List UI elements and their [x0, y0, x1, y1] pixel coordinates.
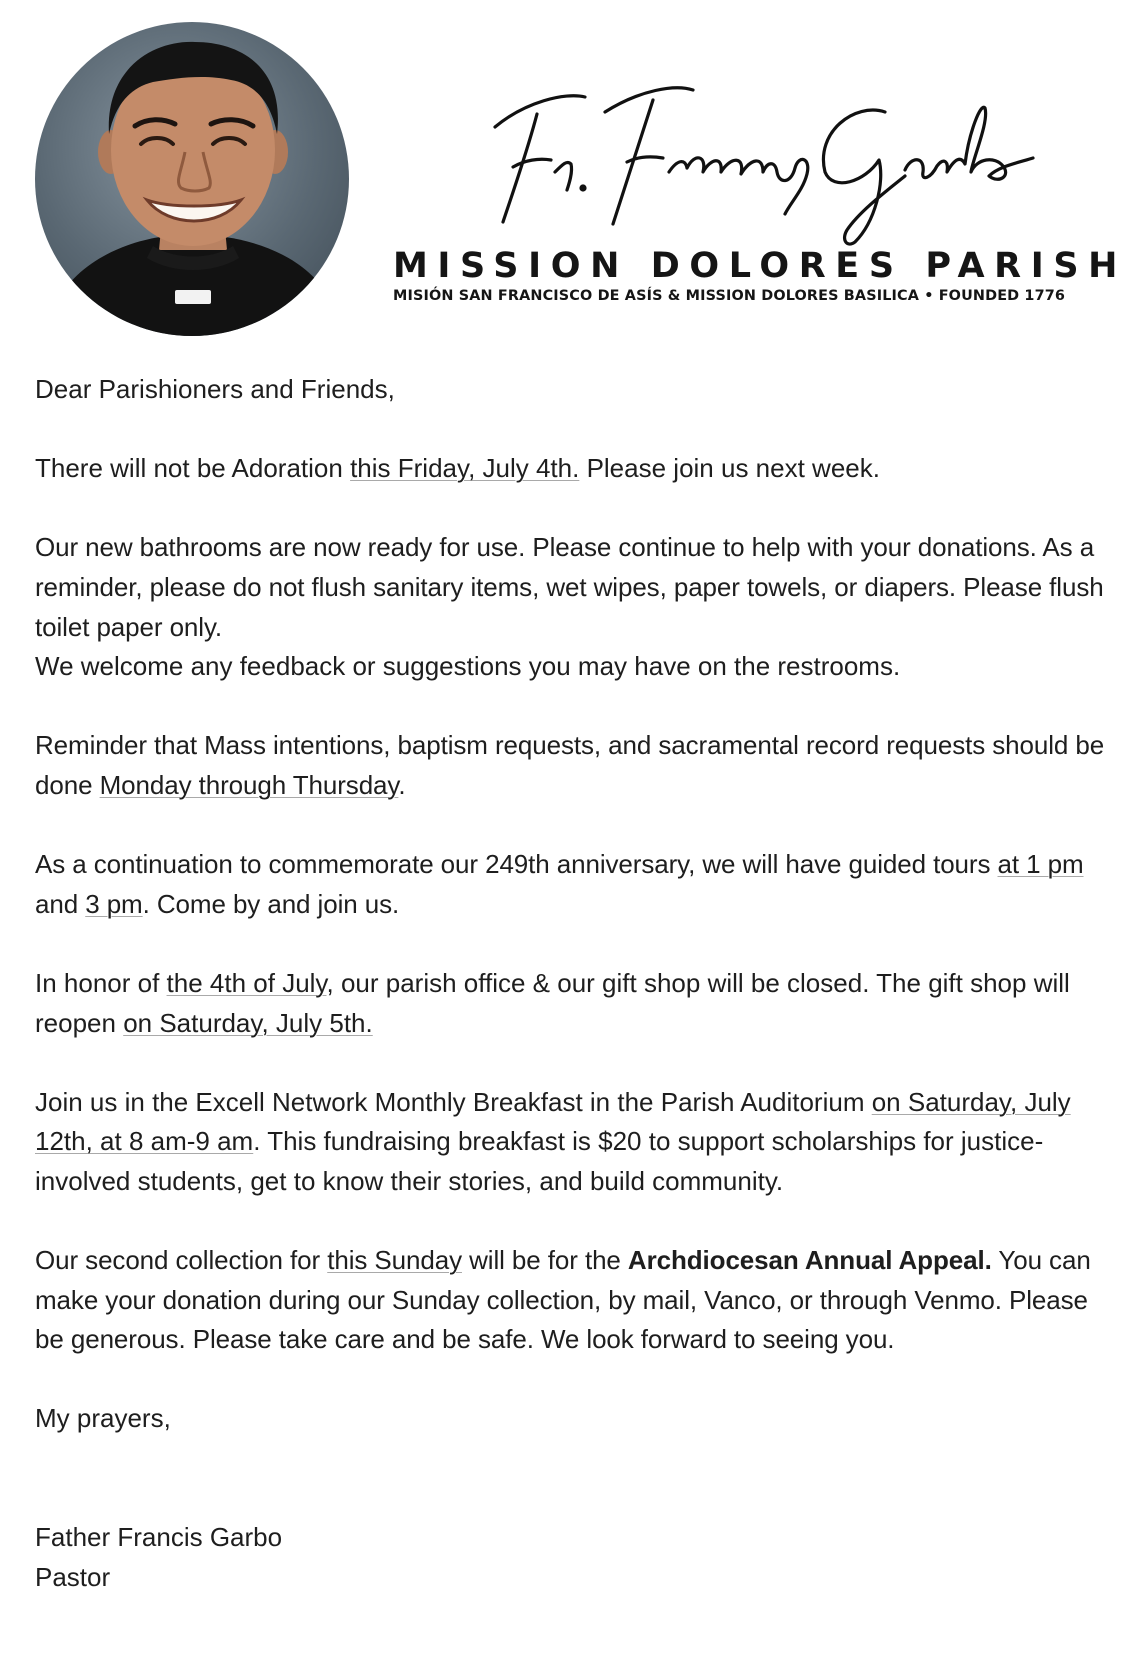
portrait-image	[35, 22, 349, 336]
date-link[interactable]: on Saturday, July 5th.	[123, 1007, 373, 1038]
parish-subtitle: MISIÓN SAN FRANCISCO DE ASÍS & MISSION DOLORES BASILICA • FOUNDED 1776	[393, 288, 1066, 304]
parish-name: MISSION DOLORES PARISH	[393, 246, 1128, 286]
signer-name: Father Francis Garbo	[35, 1522, 283, 1553]
reminder-paragraph: Reminder that Mass intentions, baptism requests, and sacramental record requests should be done Monday through Thursday.	[35, 730, 1105, 800]
closing: My prayers,	[35, 1403, 171, 1434]
date-link[interactable]: this Sunday	[327, 1245, 462, 1276]
adoration-paragraph: There will not be Adoration this Friday, July 4th. Please join us next week.	[35, 453, 880, 484]
appeal-name: Archdiocesan Annual Appeal.	[627, 1245, 992, 1276]
bathrooms-paragraph: Our new bathrooms are now ready for use. Please continue to help with your donations. As a reminder, please do not flush sanitary items, wet wipes, paper towels, or diapers. Please flush toilet paper only.	[35, 532, 1104, 642]
breakfast-paragraph: Join us in the Excell Network Monthly Breakfast in the Parish Auditorium on Saturday, July 12th, at 8 am-9 am. This fundraising breakfast is $20 to support scholarships for justice-involved students, get to know their stories, and build community.	[35, 1086, 1071, 1196]
pastor-signature	[455, 72, 1055, 242]
july4-paragraph: In honor of the 4th of July, our parish office & our gift shop will be closed. The gift shop will reopen on Saturday, July 5th.	[35, 967, 1070, 1038]
feedback-line: We welcome any feedback or suggestions you may have on the restrooms.	[35, 651, 901, 682]
anniversary-paragraph: As a continuation to commemorate our 249th anniversary, we will have guided tours at 1 pm and 3 pm. Come by and join us.	[35, 849, 1084, 919]
letter-body	[35, 370, 1115, 1597]
collection-paragraph: Our second collection for this Sunday will be for the Archdiocesan Annual Appeal. You can make your donation during our Sunday collection, by mail, Vanco, or through Venmo. Please be generous. Please take care and be safe. We look forward to seeing you.	[35, 1245, 1091, 1355]
date-link[interactable]: Monday through Thursday	[99, 769, 399, 800]
time-link[interactable]: 3 pm	[85, 888, 143, 919]
signer-title: Pastor	[35, 1561, 111, 1592]
letterhead	[0, 0, 1137, 350]
pastor-portrait-avatar	[35, 22, 349, 336]
date-link[interactable]: the 4th of July	[166, 967, 327, 998]
greeting: Dear Parishioners and Friends,	[35, 374, 395, 404]
date-link[interactable]: on Saturday, July 12th, at 8 am-9 am	[35, 1086, 1071, 1157]
time-link[interactable]: at 1 pm	[997, 849, 1084, 880]
date-link[interactable]: this Friday, July 4th.	[350, 453, 580, 484]
